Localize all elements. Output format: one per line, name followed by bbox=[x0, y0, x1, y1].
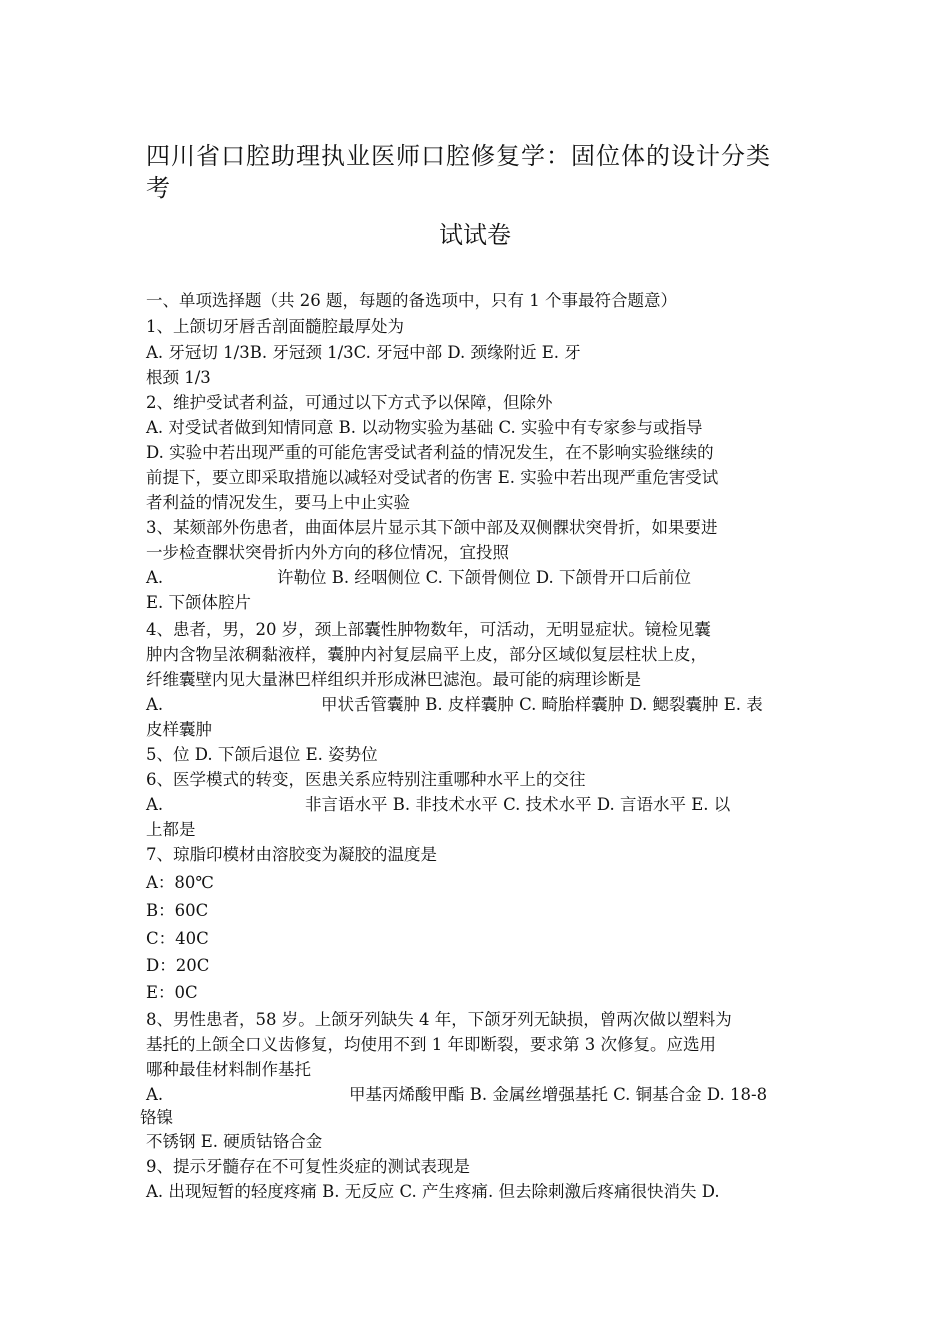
question-8: 8、男性患者，58 岁。上颌牙列缺失 4 年，下颌牙列无缺损，曾两次做以塑料为 bbox=[146, 1010, 732, 1029]
question-4-cont: 纤维囊壁内见大量淋巴样组织并形成淋巴滤泡。最可能的病理诊断是 bbox=[146, 670, 641, 689]
question-4: 4、患者，男，20 岁，颈上部囊性肿物数年，可活动，无明显症状。镜检见囊 bbox=[146, 620, 711, 639]
question-8-option-label: A. bbox=[146, 1085, 164, 1104]
question-5: 5、位 D. 下颌后退位 E. 姿势位 bbox=[146, 745, 378, 764]
question-3-option-label: A. bbox=[146, 568, 164, 587]
question-1-options: A. 牙冠切 1/3B. 牙冠颈 1/3C. 牙冠中部 D. 颈缘附近 E. 牙 bbox=[146, 343, 581, 362]
question-3: 3、某颏部外伤患者，曲面体层片显示其下颌中部及双侧髁状突骨折，如果要进 bbox=[146, 518, 718, 537]
question-2-options: A. 对受试者做到知情同意 B. 以动物实验为基础 C. 实验中有专家参与或指导 bbox=[146, 418, 703, 437]
section-heading: 一、单项选择题（共 26 题，每题的备选项中，只有 1 个事最符合题意） bbox=[146, 291, 677, 310]
question-4-option-label: A. bbox=[146, 695, 164, 714]
question-8-cont: 基托的上颌全口义齿修复，均使用不到 1 年即断裂，要求第 3 次修复。应选用 bbox=[146, 1035, 716, 1054]
question-2-options-cont: 者利益的情况发生，要马上中止实验 bbox=[146, 493, 410, 512]
question-2-options-cont: 前提下，要立即采取措施以减轻对受试者的伤害 E. 实验中若出现严重危害受试 bbox=[146, 468, 719, 487]
document-title-line1: 四川省口腔助理执业医师口腔修复学：固位体的设计分类 bbox=[146, 142, 771, 170]
question-8-options: 甲基丙烯酸甲酯 B. 金属丝增强基托 C. 铜基合金 D. 18-8 bbox=[349, 1085, 768, 1104]
question-1-options-cont: 根颈 1/3 bbox=[146, 368, 211, 387]
question-7-option-e: E：0C bbox=[146, 983, 198, 1002]
question-6-options: 非言语水平 B. 非技术水平 C. 技术水平 D. 言语水平 E. 以 bbox=[305, 795, 731, 814]
question-3-options: 许勒位 B. 经咽侧位 C. 下颌骨侧位 D. 下颌骨开口后前位 bbox=[277, 568, 692, 587]
question-2-options-cont: D. 实验中若出现严重的可能危害受试者利益的情况发生，在不影响实验继续的 bbox=[146, 443, 714, 462]
question-1: 1、上颌切牙唇舌剖面髓腔最厚处为 bbox=[146, 317, 404, 336]
question-6: 6、医学模式的转变，医患关系应特别注重哪种水平上的交往 bbox=[146, 770, 586, 789]
question-7: 7、琼脂印模材由溶胶变为凝胶的温度是 bbox=[146, 845, 437, 864]
question-7-option-d: D：20C bbox=[146, 956, 210, 975]
question-4-cont: 肿内含物呈浓稠黏液样，囊肿内衬复层扁平上皮，部分区域似复层柱状上皮， bbox=[146, 645, 707, 664]
question-6-options-cont: 上都是 bbox=[146, 820, 196, 839]
question-4-options-cont: 皮样囊肿 bbox=[146, 720, 212, 739]
document-title-line3: 试试卷 bbox=[439, 221, 511, 249]
question-9-options: A. 出现短暂的轻度疼痛 B. 无反应 C. 产生疼痛. 但去除刺激后疼痛很快消失 D. bbox=[146, 1182, 720, 1201]
question-6-option-label: A. bbox=[146, 795, 164, 814]
question-8-options-cont: 铬镍 bbox=[140, 1108, 173, 1127]
question-7-option-c: C：40C bbox=[146, 929, 209, 948]
question-4-options: 甲状舌管囊肿 B. 皮样囊肿 C. 畸胎样囊肿 D. 鳃裂囊肿 E. 表 bbox=[321, 695, 763, 714]
question-7-option-b: B：60C bbox=[146, 901, 209, 920]
question-7-option-a: A：80℃ bbox=[146, 873, 214, 892]
question-3-cont: 一步检查髁状突骨折内外方向的移位情况，宜投照 bbox=[146, 543, 509, 562]
question-8-options-cont: 不锈钢 E. 硬质钴铬合金 bbox=[146, 1132, 323, 1151]
question-2: 2、维护受试者利益，可通过以下方式予以保障，但除外 bbox=[146, 393, 553, 412]
document-title-line2: 考 bbox=[146, 174, 170, 202]
question-3-options-cont: E. 下颌体腔片 bbox=[146, 593, 252, 612]
question-9: 9、提示牙髓存在不可复性炎症的测试表现是 bbox=[146, 1157, 470, 1176]
question-8-cont: 哪种最佳材料制作基托 bbox=[146, 1060, 311, 1079]
